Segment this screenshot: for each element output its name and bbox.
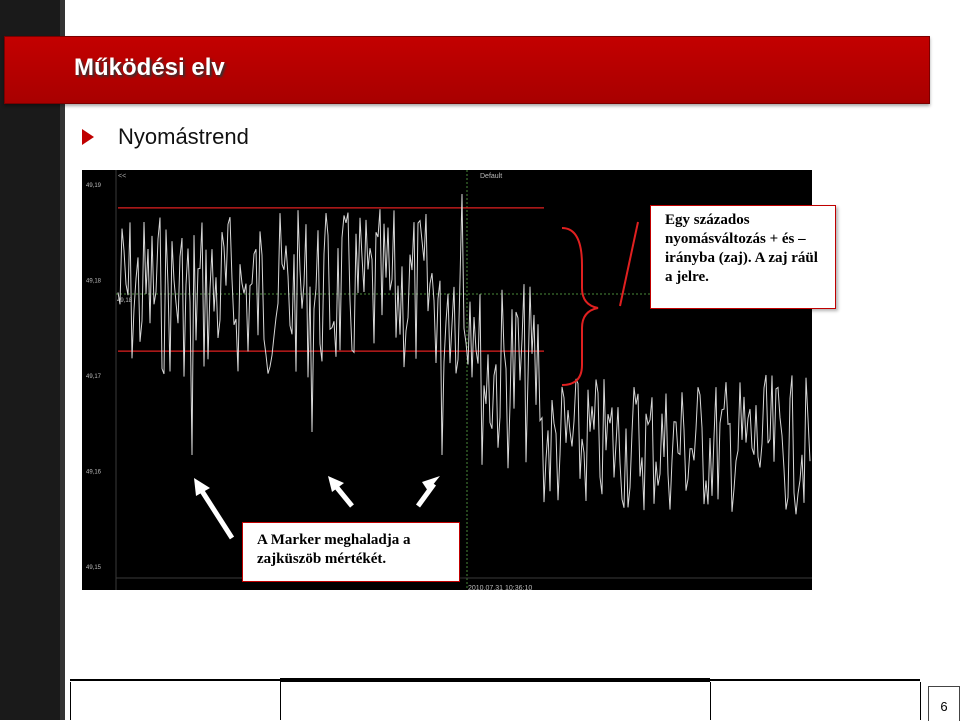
footer-bar xyxy=(70,678,960,720)
footer-line-left xyxy=(70,679,280,681)
noise-callout: Egy százados nyomásváltozás + és – irányba (zaj). A zaj ráül a jelre. xyxy=(650,205,836,309)
chart-timestamp: 2010.07.31 10:36:10 xyxy=(468,585,533,590)
left-edge-bar xyxy=(0,0,65,720)
chart-cursor-label: 49,18 xyxy=(117,298,133,304)
y-tick-label: 49,19 xyxy=(86,183,102,189)
y-tick-label: 49,17 xyxy=(86,374,102,380)
bullet-text: Nyomástrend xyxy=(118,124,249,149)
bullet-arrow-icon xyxy=(82,129,94,145)
footer-line-right xyxy=(710,679,920,681)
page-number: 6 xyxy=(940,699,948,714)
page-number-box xyxy=(928,686,960,721)
marker-callout: A Marker meghaladja a zajküszöb mértékét. xyxy=(242,522,460,582)
left-edge-stripe xyxy=(60,0,65,720)
footer-divider xyxy=(920,682,921,720)
chart-top-label: Default xyxy=(480,173,503,180)
y-tick-label: 49,16 xyxy=(86,469,102,476)
footer-divider xyxy=(70,682,71,720)
chart-corner-label: << xyxy=(118,173,127,180)
slide-title: Működési elv xyxy=(74,54,225,81)
y-tick-label: 49,18 xyxy=(86,278,102,285)
footer-line-center xyxy=(280,678,710,682)
footer-divider xyxy=(280,682,281,720)
y-tick-label: 49,15 xyxy=(86,565,102,571)
footer-divider xyxy=(710,682,711,720)
